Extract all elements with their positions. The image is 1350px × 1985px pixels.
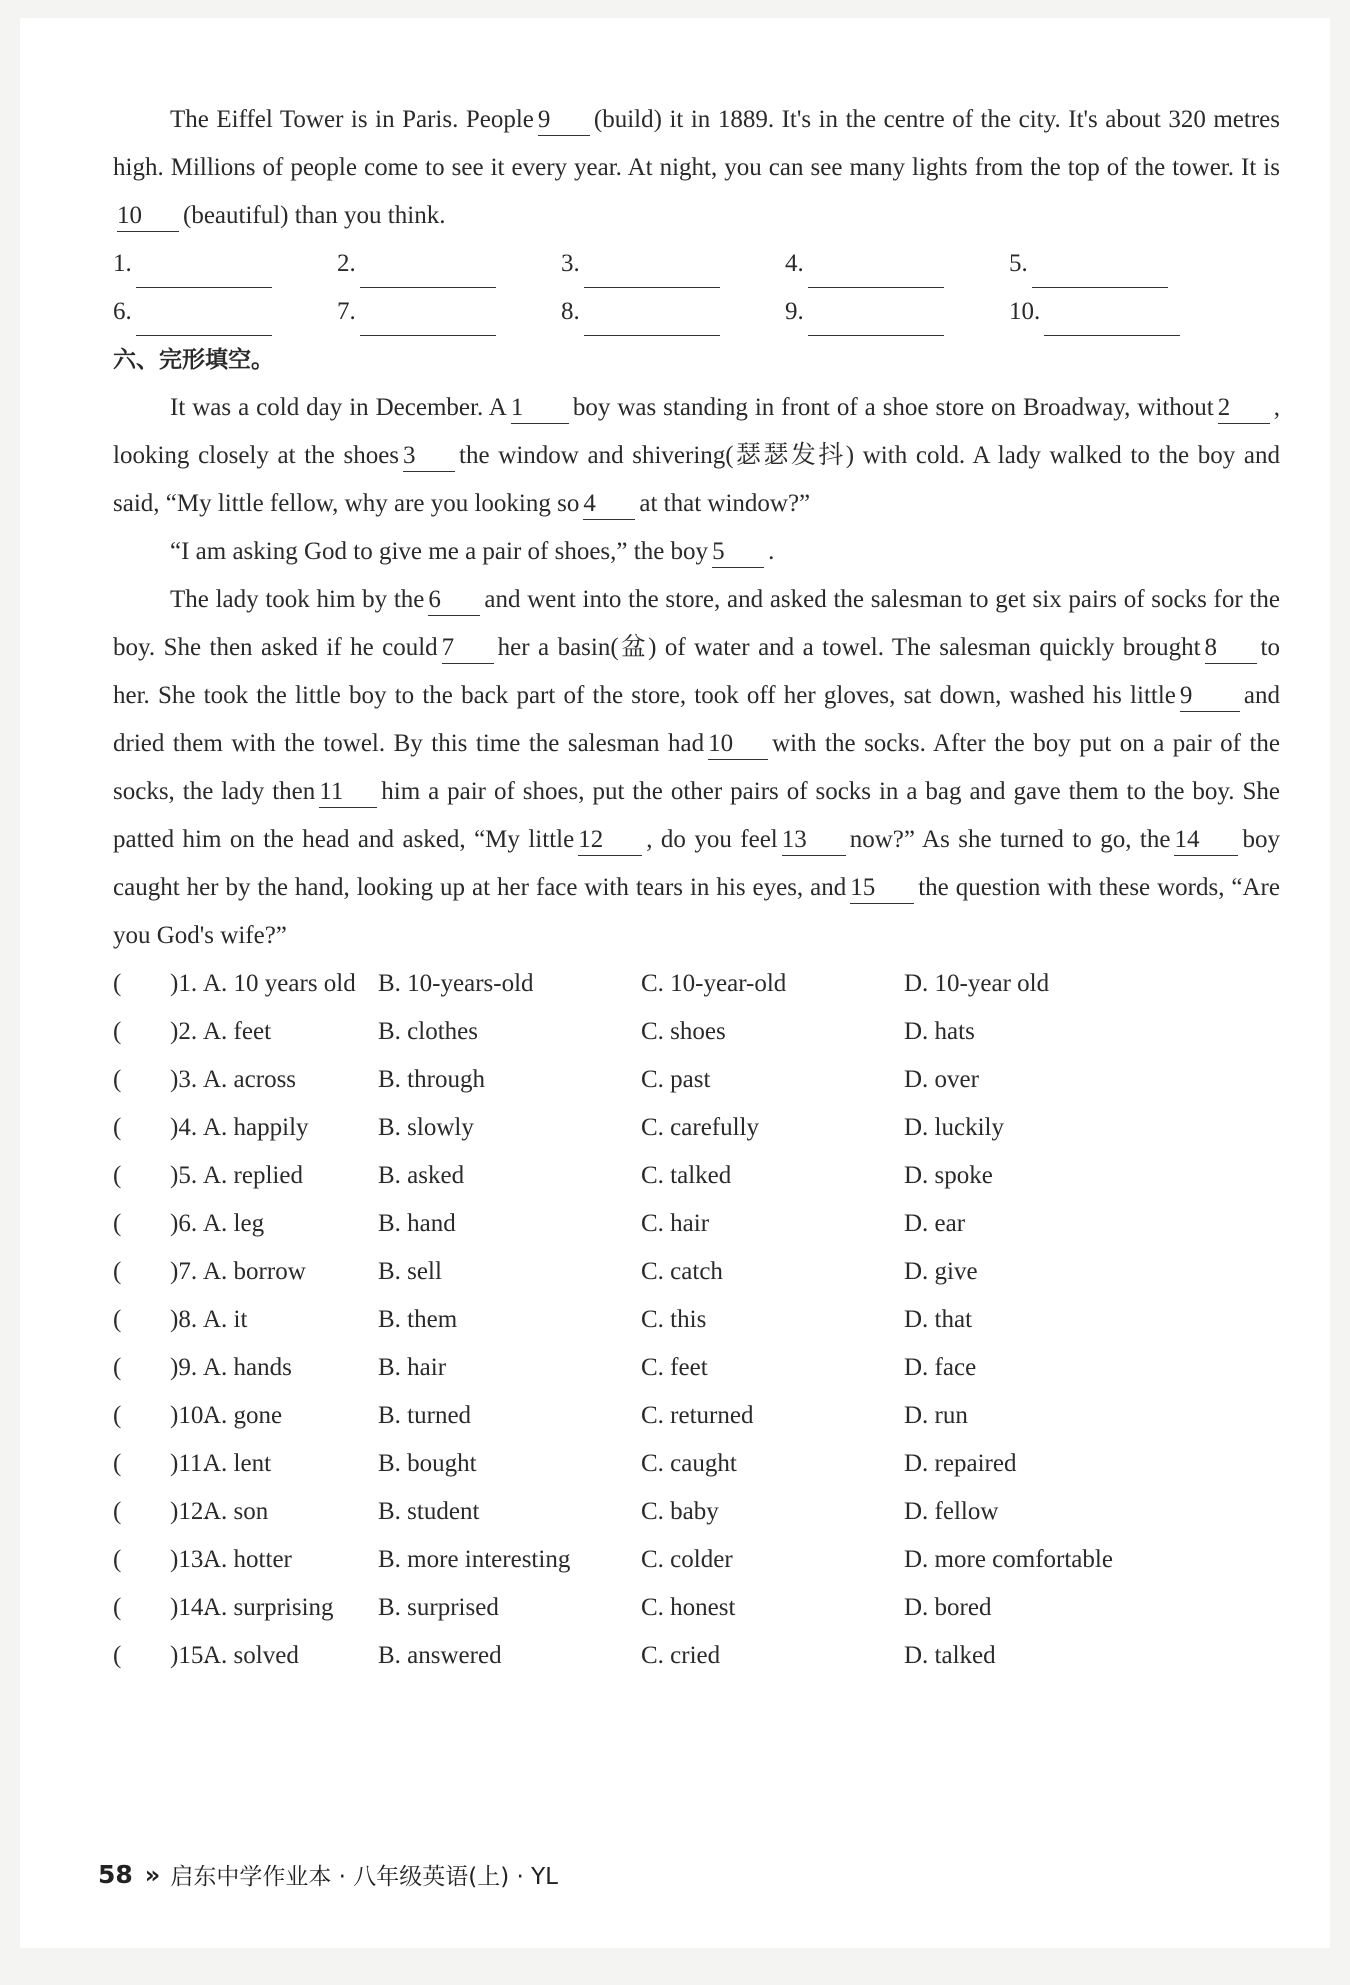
answer-paren[interactable]: ( [113,1306,122,1333]
option-a[interactable]: A. hotter [203,1546,292,1573]
answer-slot[interactable] [561,240,785,288]
answer-line[interactable] [1044,305,1180,336]
answer-paren[interactable]: ( [113,1594,122,1621]
question-number: )1. [170,970,198,997]
double-chevron-icon: » [144,1860,161,1889]
page-footer [98,1858,558,1891]
answer-slot[interactable] [1009,240,1233,288]
cloze-blank-9[interactable]: 9 [1180,681,1240,712]
answer-paren[interactable]: ( [113,1066,122,1093]
passage-paragraph [113,96,1280,240]
answer-line[interactable] [808,257,944,288]
answer-row-1 [113,240,1280,288]
option-c[interactable]: C. cried [641,1642,721,1669]
question-number: )10. [170,1402,210,1429]
question-number: )15. [170,1642,210,1669]
question-row [113,1584,1280,1632]
answer-number: 8. [561,298,580,325]
option-b[interactable]: B. hand [378,1210,456,1237]
answer-paren[interactable]: ( [113,1450,122,1477]
option-a[interactable]: A. 10 years old [203,970,356,997]
question-number: )7. [170,1258,198,1285]
option-a[interactable]: A. surprising [203,1594,334,1621]
cloze-text: at that window?” [639,490,811,517]
option-c[interactable]: C. baby [641,1498,719,1525]
option-b[interactable]: B. student [378,1498,480,1525]
answer-paren[interactable]: ( [113,1354,122,1381]
cloze-blank-3[interactable]: 3 [403,441,455,472]
answer-number: 2. [337,250,356,277]
option-d[interactable]: D. give [904,1258,978,1285]
option-b[interactable]: B. slowly [378,1114,474,1141]
cloze-text: the question with these words, “Are you God's wife?” [113,874,1280,949]
cloze-text: boy was standing in front of a shoe store on Broadway, without [572,394,1214,421]
cloze-blank-13[interactable]: 13 [782,825,846,856]
cloze-blank-8[interactable]: 8 [1205,633,1257,664]
question-number: )12. [170,1498,210,1525]
section-title: 六、完形填空。 [113,347,274,373]
option-a[interactable]: A. son [203,1498,269,1525]
option-c[interactable]: C. catch [641,1258,723,1285]
option-b[interactable]: B. more interesting [378,1546,571,1573]
answer-number: 5. [1009,250,1028,277]
blank-10[interactable]: 10 [117,201,179,232]
answer-line[interactable] [1032,257,1168,288]
option-a[interactable]: A. across [203,1066,297,1093]
question-row [113,1104,1280,1152]
cloze-text: her a basin(盆) of water and a towel. The salesman quickly brought [497,634,1201,661]
answer-line[interactable] [584,257,720,288]
option-b[interactable]: B. turned [378,1402,472,1429]
option-d[interactable]: D. bored [904,1594,992,1621]
answer-paren[interactable]: ( [113,970,122,997]
question-number: )13. [170,1546,210,1573]
question-row [113,1152,1280,1200]
question-row [113,1008,1280,1056]
cloze-blank-12[interactable]: 12 [578,825,642,856]
question-row [113,960,1280,1008]
cloze-text: , do you feel [646,826,778,853]
option-b[interactable]: B. through [378,1066,485,1093]
cloze-text: with the socks. After the boy put on a pair of the socks, the lady then [113,730,1281,805]
question-row [113,1248,1280,1296]
option-d[interactable]: D. talked [904,1642,996,1669]
question-number: )3. [170,1066,198,1093]
question-number: )8. [170,1306,198,1333]
question-row [113,1536,1280,1584]
answer-slot[interactable] [785,240,1009,288]
cloze-text: to her. She took the little boy to the back part of the store, took off her gloves, sat down, washed his little [113,634,1280,709]
answer-line[interactable] [360,305,496,336]
passage-text: (build) it in 1889. It's in the centre of the city. It's about 320 metres high. Millions of people come to see it every year. At night, you can see many lights from the top of the tower. It is [113,106,1280,181]
option-d[interactable]: D. ear [904,1210,966,1237]
answer-slot[interactable] [561,288,785,336]
question-row [113,1632,1280,1680]
cloze-text: , looking closely at the shoes [113,394,1280,469]
answer-row-2 [113,288,1280,336]
page-number: 58 [98,1860,133,1889]
option-c[interactable]: C. past [641,1066,711,1093]
cloze-blank-5[interactable]: 5 [712,537,764,568]
question-number: )6. [170,1210,198,1237]
cloze-blank-2[interactable]: 2 [1218,393,1270,424]
option-b[interactable]: B. bought [378,1450,477,1477]
option-c[interactable]: C. feet [641,1354,708,1381]
option-a[interactable]: A. leg [203,1210,265,1237]
answer-number: 6. [113,298,132,325]
option-d[interactable]: D. face [904,1354,977,1381]
question-number: )9. [170,1354,198,1381]
question-number: )2. [170,1018,198,1045]
question-row [113,1200,1280,1248]
cloze-text: and dried them with the towel. By this time the salesman had [113,682,1280,757]
answer-paren[interactable]: ( [113,1258,122,1285]
cloze-blank-10[interactable]: 10 [708,729,768,760]
passage-text: The Eiffel Tower is in Paris. People [170,106,534,133]
option-d[interactable]: D. over [904,1066,979,1093]
cloze-text: now?” As she turned to go, the [849,826,1171,853]
option-a[interactable]: A. happily [203,1114,309,1141]
option-d[interactable]: D. luckily [904,1114,1004,1141]
book-title: 启东中学作业本 · 八年级英语(上) · YL [170,1864,558,1890]
question-row [113,1488,1280,1536]
option-c[interactable]: C. carefully [641,1114,760,1141]
option-a[interactable]: A. solved [203,1642,299,1669]
worksheet-page [20,18,1330,1948]
answer-number: 3. [561,250,580,277]
option-a[interactable]: A. feet [203,1018,272,1045]
option-c[interactable]: C. hair [641,1210,710,1237]
cloze-blank-7[interactable]: 7 [442,633,494,664]
question-list [113,960,1280,1680]
answer-slot[interactable] [785,288,1009,336]
page-content [113,96,1280,1680]
question-number: )4. [170,1114,198,1141]
option-c[interactable]: C. 10-year-old [641,970,787,997]
question-number: )11. [170,1450,209,1477]
cloze-text: him a pair of shoes, put the other pairs of socks in a bag and gave them to the boy. She patted him on the head and asked, “My little [113,778,1280,853]
option-d[interactable]: D. hats [904,1018,975,1045]
answer-line[interactable] [808,305,944,336]
option-b[interactable]: B. asked [378,1162,465,1189]
answer-line[interactable] [584,305,720,336]
option-d[interactable]: D. more comfortable [904,1546,1113,1573]
answer-slot[interactable] [337,240,561,288]
answer-paren[interactable]: ( [113,1498,122,1525]
answer-paren[interactable]: ( [113,1162,122,1189]
option-c[interactable]: C. talked [641,1162,732,1189]
cloze-paragraph-1 [113,384,1280,528]
cloze-text: boy caught her by the hand, looking up at her face with tears in his eyes, and [113,826,1280,901]
question-row [113,1440,1280,1488]
cloze-blank-14[interactable]: 14 [1174,825,1238,856]
answer-slot[interactable] [337,288,561,336]
cloze-text: It was a cold day in December. A [170,394,507,421]
answer-line[interactable] [360,257,496,288]
cloze-text: “I am asking God to give me a pair of shoes,” the boy [170,538,709,565]
cloze-blank-6[interactable]: 6 [428,585,480,616]
answer-paren[interactable]: ( [113,1642,122,1669]
option-c[interactable]: C. caught [641,1450,737,1477]
answer-paren[interactable]: ( [113,1546,122,1573]
answer-paren[interactable]: ( [113,1114,122,1141]
option-d[interactable]: D. 10-year old [904,970,1050,997]
answer-number: 1. [113,250,132,277]
option-b[interactable]: B. surprised [378,1594,499,1621]
option-a[interactable]: A. it [203,1306,248,1333]
option-d[interactable]: D. repaired [904,1450,1017,1477]
question-number: )5. [170,1162,198,1189]
option-d[interactable]: D. that [904,1306,973,1333]
cloze-text: The lady took him by the [170,586,425,613]
answer-paren[interactable]: ( [113,1210,122,1237]
passage-text: (beautiful) than you think. [183,202,446,229]
option-c[interactable]: C. returned [641,1402,754,1429]
cloze-blank-1[interactable]: 1 [511,393,569,424]
option-c[interactable]: C. this [641,1306,707,1333]
blank-9[interactable]: 9 [538,105,590,136]
question-row [113,1296,1280,1344]
option-a[interactable]: A. lent [203,1450,272,1477]
answer-line[interactable] [136,305,272,336]
question-number: )14. [170,1594,210,1621]
option-d[interactable]: D. fellow [904,1498,999,1525]
cloze-blank-15[interactable]: 15 [850,873,914,904]
answer-slot[interactable] [113,288,337,336]
option-c[interactable]: C. colder [641,1546,733,1573]
question-row [113,1344,1280,1392]
option-a[interactable]: A. gone [203,1402,283,1429]
option-a[interactable]: A. hands [203,1354,292,1381]
question-row [113,1056,1280,1104]
answer-slot[interactable] [113,240,337,288]
answer-number: 4. [785,250,804,277]
option-a[interactable]: A. replied [203,1162,303,1189]
option-a[interactable]: A. borrow [203,1258,306,1285]
answer-number: 9. [785,298,804,325]
option-c[interactable]: C. honest [641,1594,736,1621]
cloze-paragraph-3 [113,576,1280,960]
cloze-text: . [768,538,775,565]
option-b[interactable]: B. answered [378,1642,502,1669]
answer-paren[interactable]: ( [113,1402,122,1429]
cloze-text: the window and shivering(瑟瑟发抖) with cold. A lady walked to the boy and said, “My little fellow, why are you looking so [113,442,1280,517]
question-row [113,1392,1280,1440]
option-d[interactable]: D. spoke [904,1162,993,1189]
answer-number: 7. [337,298,356,325]
answer-slot[interactable] [1009,288,1233,336]
answer-paren[interactable]: ( [113,1018,122,1045]
answer-number: 10. [1009,298,1041,325]
option-b[interactable]: B. sell [378,1258,442,1285]
cloze-blank-4[interactable]: 4 [583,489,635,520]
option-b[interactable]: B. hair [378,1354,447,1381]
option-c[interactable]: C. shoes [641,1018,726,1045]
option-b[interactable]: B. clothes [378,1018,478,1045]
answer-line[interactable] [136,257,272,288]
cloze-paragraph-2 [113,528,1280,576]
option-b[interactable]: B. 10-years-old [378,970,534,997]
cloze-blank-11[interactable]: 11 [319,777,377,808]
option-b[interactable]: B. them [378,1306,458,1333]
cloze-text: and went into the store, and asked the salesman to get six pairs of socks for the boy. She then asked if he could [113,586,1280,661]
option-d[interactable]: D. run [904,1402,968,1429]
